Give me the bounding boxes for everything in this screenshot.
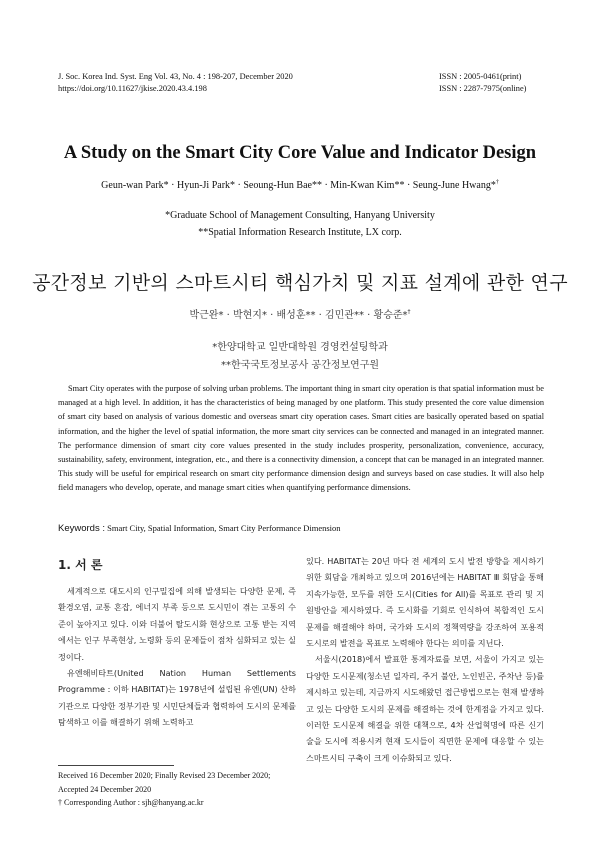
- affiliation-english-2: **Spatial Information Research Institute, LX corp.: [198, 227, 402, 238]
- abstract: Smart City operates with the purpose of solving urban problems. The important thing in smart city operation is that spatial information must be managed at a high level. In addition, it has the characteristics of being managed by one platform. This study presented the core value dimension of smart city based on analysis of various domestic and overseas smart city operation cases. Smart cities are basically operated based on spatial information, and the higher the level of spatial information, the more smart city services can be connected and managed in an integrated manner. The performance dimension of smart city core values presented in the study includes prosperity, personalization, convenience, accuracy, sustainability, safety, environment, integration, etc., and there is a connectivity dimension, a concept that can be managed in an integrated manner. This study will be useful for empirical research on smart city performance dimension design and surveys based on case studies. It will also help field managers who develop, operate, and manage smart cities when quantifying performance dimensions.: [58, 384, 544, 493]
- author-names-english: Geun-wan Park* · Hyun-Ji Park* · Seoung-Hun Bae** · Min-Kwan Kim** · Seung-June Hwang*: [101, 180, 496, 191]
- journal-citation: J. Soc. Korea Ind. Syst. Eng Vol. 43, No. 4 : 198-207, December 2020: [58, 72, 293, 81]
- doi-link[interactable]: https://doi.org/10.11627/jkise.2020.43.4.198: [58, 84, 207, 93]
- paper-title-korean: 공간정보 기반의 스마트시티 핵심가치 및 지표 설계에 관한 연구: [32, 272, 568, 294]
- keywords: [58, 523, 544, 534]
- footnote-divider: [58, 765, 174, 766]
- section-heading: 1. 서 론: [58, 558, 103, 572]
- body-column-left: [58, 553, 296, 731]
- body-paragraph: 서울시(2018)에서 발표한 통계자료를 보면, 서울이 가지고 있는 다양한 도시문제(청소년 일자리, 주거 불안, 노인빈곤, 주차난 등)를 제시하고 있는데, 지금까지 시도해왔던 접근방법으로는 현재 발생하고 있는 다양한 도시의 문제를 해결하는 것에 한계점을 가지고 있다. 이러한 도시문제 해결을 위한 대책으로, 4차 산업혁명에 따른 신기술을 도시에 적용시켜 현재 도시들이 직면한 문제에 대응할 수 있는 스마트시티 구축이 크게 이슈화되고 있다.: [306, 654, 544, 763]
- issn-print: ISSN : 2005-0461(print): [439, 72, 522, 81]
- received-date: Received 16 December 2020; Finally Revised 23 December 2020;: [58, 771, 271, 780]
- keywords-text: Smart City, Spatial Information, Smart City Performance Dimension: [107, 523, 341, 533]
- author-names-korean: 박근완* · 박현지* · 배성훈** · 김민관** · 황승준*: [189, 310, 408, 321]
- footnotes: [58, 769, 296, 810]
- body-paragraph: 있다. HABITAT는 20년 마다 전 세계의 도시 발전 방향을 제시하기 위한 회담을 개최하고 있으며 2016년에는 HABITAT Ⅲ 회담을 통해 지속가능한, 모두를 위한 도시(Cities for All)를 목표로 관리 및 지원방안을 제시하였다. 즉 도시화를 기회로 인식하여 복합적인 도시 문제를 해결해야 하며, 국가와 도시의 정책역량을 강조하여 포용적 도시로의 발전을 목표로 노력해야 한다는 의미를 지닌다.: [306, 556, 544, 649]
- body-paragraph: 세계적으로 대도시의 인구밀집에 의해 발생되는 다양한 문제, 즉 환경오염, 교통 혼잡, 에너지 부족 등으로 도시민이 겪는 고통의 수준이 높아지고 있다. 이와 더불어 탈도시화 현상으로 고통 받는 지역에서는 인구 부족현상, 노령화 등의 문제들이 점차 심화되고 있는 실정이다.: [58, 586, 296, 662]
- issn-block: [439, 71, 526, 95]
- corresponding-mark: †: [495, 179, 499, 186]
- corresponding-mark-korean: †: [407, 308, 411, 316]
- corresponding-author: † Corresponding Author : sjh@hanyang.ac.kr: [58, 798, 204, 808]
- authors-english: [0, 180, 600, 191]
- accepted-date: Accepted 24 December 2020: [58, 784, 152, 794]
- affiliation-korean-1: *한양대학교 일반대학원 경영컨설팅학과: [212, 342, 388, 353]
- paper-title-english: A Study on the Smart City Core Value and Indicator Design: [63, 143, 537, 163]
- issn-online: ISSN : 2287-7975(online): [439, 84, 527, 93]
- keywords-label: Keywords :: [58, 523, 105, 534]
- affiliation-korean-2: **한국국토정보공사 공간정보연구원: [220, 360, 380, 371]
- body-column-right: [306, 553, 544, 766]
- journal-header: [58, 71, 293, 95]
- body-paragraph: 유엔해비타트(United Nation Human Settlements Programme : 이하 HABITAT)는 1978년에 설립된 유엔(UN) 산하 기관으로 다양한 정부기관 및 시민단체들과 협력하여 도시의 문제를 탐색하고 이를 해결하기 위해 노력하고: [58, 668, 296, 728]
- affiliation-english-1: *Graduate School of Management Consulting, Hanyang University: [165, 210, 435, 221]
- authors-korean: [0, 306, 600, 321]
